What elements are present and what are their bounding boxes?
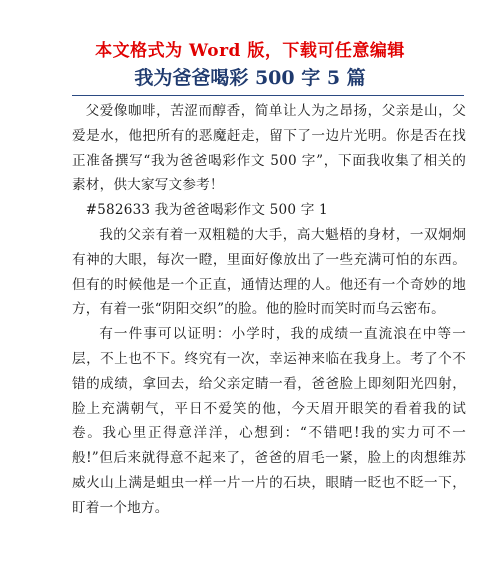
format-banner: 本文格式为 Word 版，下载可任意编辑 bbox=[95, 41, 405, 61]
section-heading: #582633 我为爸爸喝彩作文 500 字 1 bbox=[85, 202, 328, 219]
body-paragraph: 有一件事可以证明：小学时，我的成绩一直流浪在中等一层，不上也不下。终究有一次，幸运神来临在我身上。考了个不错的成绩，拿回去，给父亲定睛一看，爸爸脸上即刻阳光四射，脸上充满朝气，平日不爱笑的他，今天眉开眼笑的看着我的试卷。我心里正得意洋洋，心想到：“不错吧!我的实力可不一般!”但后来就得意不起来了，爸爸的眉毛一紧，脸上的肉想维苏威火山上满是蛆虫一样一片一片的石块，眼睛一眨也不眨一下，盯着一个地方。 bbox=[72, 326, 466, 516]
title-divider bbox=[72, 95, 464, 96]
document-title: 我为爸爸喝彩 500 字 5 篇 bbox=[134, 67, 366, 89]
body-paragraph: 我的父亲有着一双粗糙的大手，高大魁梧的身材，一双炯炯有神的大眼，每次一瞪，里面好像放出了一些充满可怕的东西。但有的时候他是一个正直，通情达理的人。他还有一个奇妙的地方，有着一张“阴阳交织”的脸。他的脸时而笑时而乌云密布。 bbox=[72, 226, 466, 318]
document-body bbox=[72, 99, 466, 521]
intro-paragraph: 父爱像咖啡，苦涩而醇香，简单让人为之昂扬，父亲是山，父爱是水，他把所有的恶魔赶走，留下了一边片光明。你是否在找正准备撰写“我为爸爸喝彩作文 500 字”，下面我收集了相关的素材，供大家写文参考！ bbox=[72, 103, 466, 194]
